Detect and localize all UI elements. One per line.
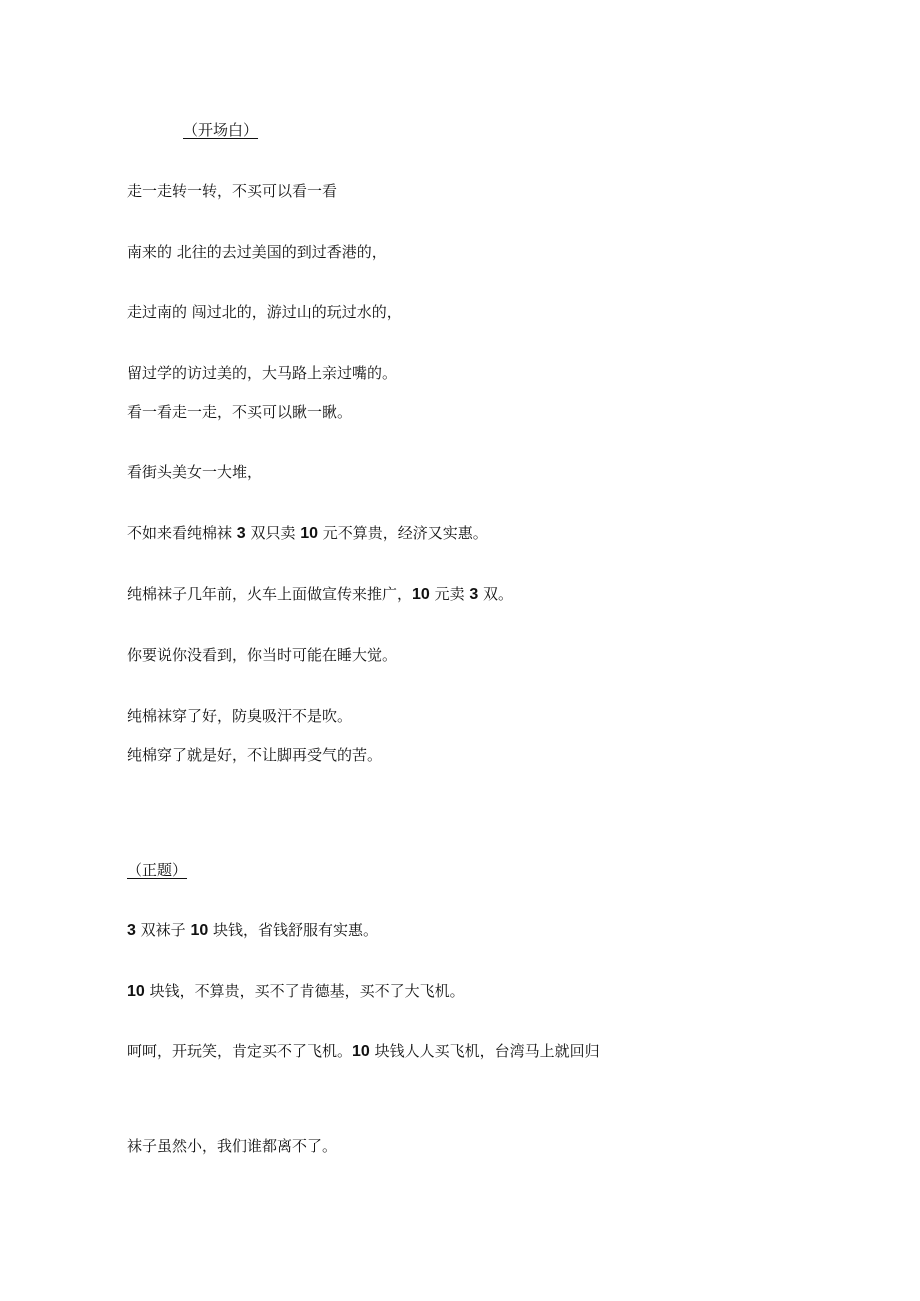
text-segment: 呵呵，开玩笑，肯定买不了飞机。 xyxy=(127,1042,353,1060)
main-line-1 xyxy=(127,920,378,941)
text-segment: 双袜子 xyxy=(135,921,191,939)
number: 3 xyxy=(236,525,246,542)
main-heading: （正题） xyxy=(127,861,188,879)
number: 3 xyxy=(127,922,136,939)
number: 10 xyxy=(300,525,319,542)
number: 10 xyxy=(352,1043,370,1060)
intro-line-2: 南来的 北往的去过美国的到过香港的， xyxy=(127,243,387,261)
text-segment: 块钱，省钱舒服有实惠。 xyxy=(208,921,379,939)
intro-line-7 xyxy=(127,523,488,544)
intro-line-6: 看街头美女一大堆， xyxy=(127,463,263,481)
text-segment: 双。 xyxy=(478,585,514,603)
number: 10 xyxy=(190,922,209,939)
text-segment: 块钱，不算贵，买不了肯德基，买不了大飞机。 xyxy=(144,982,465,1000)
text-segment: 双只卖 xyxy=(245,524,301,542)
intro-line-1: 走一走转一转，不买可以看一看 xyxy=(127,182,338,200)
text-segment: 块钱人人买飞机，台湾马上就回归 xyxy=(369,1042,600,1060)
intro-line-11: 纯棉穿了就是好，不让脚再受气的苦。 xyxy=(127,746,383,764)
intro-line-8 xyxy=(127,584,513,605)
main-line-2 xyxy=(127,981,465,1002)
intro-line-5: 看一看走一走，不买可以瞅一瞅。 xyxy=(127,403,353,421)
intro-heading: （开场白） xyxy=(183,121,259,139)
text-segment: 元卖 xyxy=(429,585,470,603)
number: 3 xyxy=(469,586,479,603)
intro-line-3: 走过南的 闯过北的，游过山的玩过水的， xyxy=(127,303,402,321)
main-line-3 xyxy=(127,1041,600,1062)
number: 10 xyxy=(412,586,430,603)
text-segment: 纯棉袜子几年前，火车上面做宣传来推广， xyxy=(127,585,413,603)
text-segment: 元不算贵，经济又实惠。 xyxy=(318,524,488,542)
intro-line-10: 纯棉袜穿了好，防臭吸汗不是吹。 xyxy=(127,707,353,725)
text-segment: 不如来看纯棉袜 xyxy=(127,524,237,542)
number: 10 xyxy=(127,983,145,1000)
intro-line-9: 你要说你没看到，你当时可能在睡大觉。 xyxy=(127,646,398,664)
main-line-4: 袜子虽然小，我们谁都离不了。 xyxy=(127,1137,338,1155)
intro-line-4: 留过学的访过美的，大马路上亲过嘴的。 xyxy=(127,364,398,382)
